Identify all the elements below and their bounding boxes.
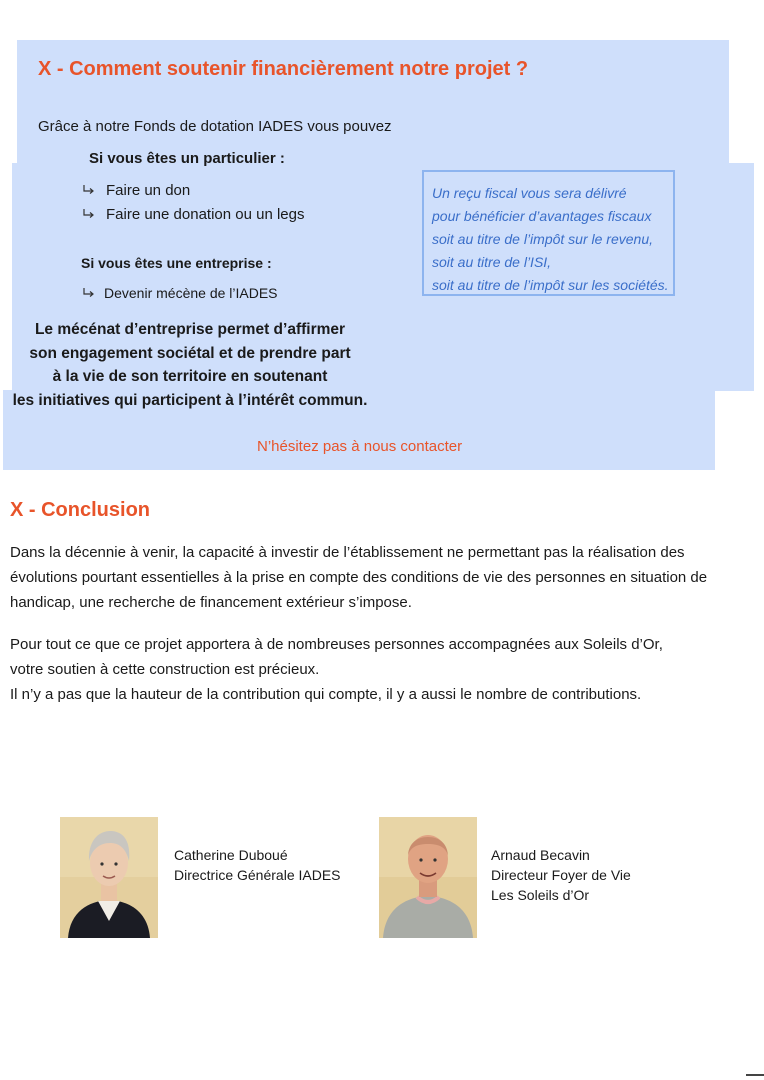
- conclusion-title: X - Conclusion: [10, 499, 150, 521]
- fiscal-note-line: soit au titre de l’impôt sur les sociétés.: [432, 277, 669, 293]
- patronage-line: les initiatives qui participent à l’intérêt commun.: [12, 391, 368, 409]
- hooked-arrow-icon: [82, 287, 96, 301]
- conclusion-line: handicap, une recherche de financement extérieur s’impose.: [10, 594, 412, 611]
- hooked-arrow-icon: [82, 208, 96, 222]
- conclusion-line: Pour tout ce que ce projet apportera à de nombreuses personnes accompagnées aux Soleils d’Or,: [10, 636, 663, 653]
- conclusion-line: évolutions pourtant essentielles à la prise en compte des conditions de vie des personnes en situation de: [10, 569, 708, 586]
- conclusion-line: Dans la décennie à venir, la capacité à investir de l’établissement ne permettant pas la réalisation des: [10, 544, 685, 561]
- fiscal-note-line: pour bénéficier d’avantages fiscaux: [432, 208, 652, 224]
- hooked-arrow-icon: [82, 184, 96, 198]
- company-heading: Si vous êtes une entreprise :: [81, 255, 272, 271]
- conclusion-paragraph-1: [10, 540, 730, 615]
- photo-arnaud-becavin: [379, 817, 477, 938]
- signatory-1-caption: [174, 845, 341, 885]
- fiscal-note-box: [422, 170, 675, 296]
- fiscal-note-line: Un reçu fiscal vous sera délivré: [432, 185, 627, 201]
- company-item-patron: Devenir mécène de l’IADES: [104, 285, 278, 301]
- signatory-role: Directeur Foyer de Vie: [491, 867, 631, 883]
- conclusion-paragraph-2: [10, 632, 730, 707]
- financing-intro: Grâce à notre Fonds de dotation IADES vous pouvez: [38, 118, 392, 135]
- patronage-line: à la vie de son territoire en soutenant: [52, 368, 328, 385]
- conclusion-line: Il n’y a pas que la hauteur de la contribution qui compte, il y a aussi le nombre de contributions.: [10, 686, 642, 703]
- signatory-name: Arnaud Becavin: [491, 847, 590, 863]
- signatory-role: Directrice Générale IADES: [174, 867, 341, 883]
- financing-title: X - Comment soutenir financièrement notre projet ?: [38, 58, 529, 80]
- patronage-line: Le mécénat d’entreprise permet d’affirmer: [34, 321, 346, 338]
- contact-link[interactable]: N’hésitez pas à nous contacter: [257, 438, 463, 455]
- page-corner-mark: [746, 1074, 764, 1076]
- signatory-name: Catherine Duboué: [174, 847, 288, 863]
- individual-item-legacy: Faire une donation ou un legs: [106, 206, 305, 223]
- signatory-role: Les Soleils d’Or: [491, 887, 590, 903]
- fiscal-note-line: soit au titre de l’impôt sur le revenu,: [432, 231, 653, 247]
- patronage-statement: [10, 318, 370, 412]
- fiscal-note-line: soit au titre de l’ISI,: [432, 254, 552, 270]
- individual-item-donation: Faire un don: [106, 182, 191, 199]
- photo-catherine-duboue: [60, 817, 158, 938]
- conclusion-line: votre soutien à cette construction est précieux.: [10, 661, 320, 678]
- individual-heading: Si vous êtes un particulier :: [89, 150, 285, 167]
- signatory-2-caption: [491, 845, 631, 905]
- patronage-line: son engagement sociétal et de prendre part: [29, 344, 351, 362]
